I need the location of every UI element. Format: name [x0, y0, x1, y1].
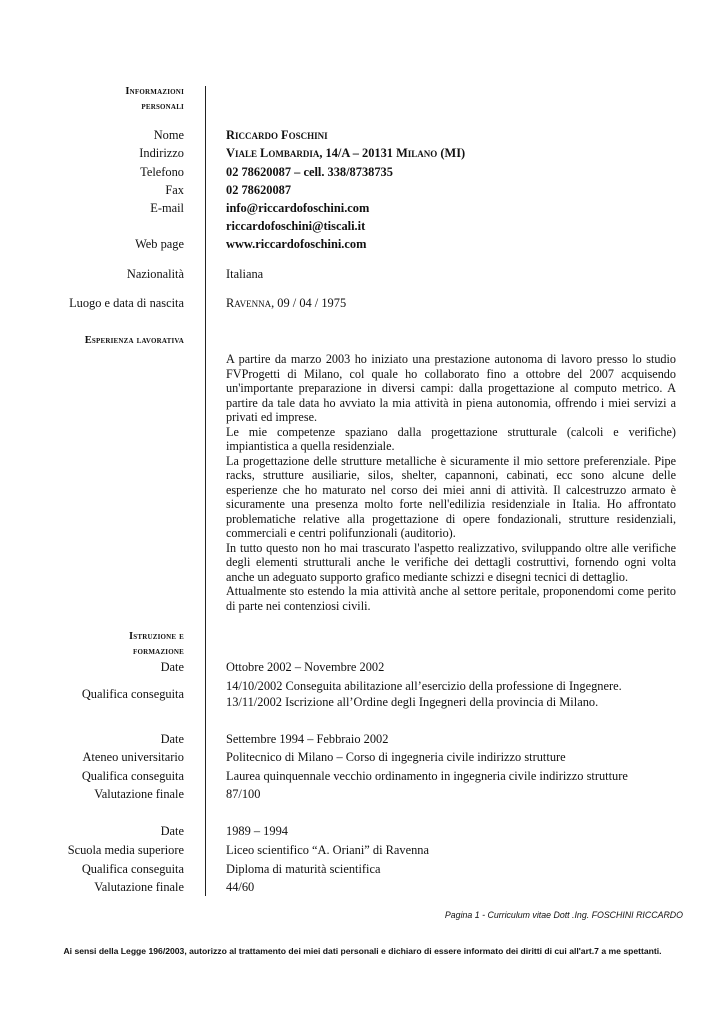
- page-footer-note: Pagina 1 - Curriculum vitae Dott .Ing. FOSCHINI RICCARDO: [444, 910, 683, 920]
- label-valutazione-3: Valutazione finale: [94, 880, 184, 894]
- label-date-3: Date: [160, 824, 184, 838]
- section-heading-experience: Esperienza lavorativa: [84, 335, 184, 346]
- value-email[interactable]: info@riccardofoschini.com: [226, 201, 370, 215]
- value-valutazione-2: 87/100: [226, 787, 261, 801]
- value-telefono: 02 78620087 – cell. 338/8738735: [226, 165, 393, 179]
- label-qualifica-3: Qualifica conseguita: [81, 862, 184, 876]
- value-email-secondary[interactable]: riccardofoschini@tiscali.it: [226, 219, 366, 233]
- label-qualifica-1: Qualifica conseguita: [81, 687, 184, 701]
- value-date-1: Ottobre 2002 – Novembre 2002: [226, 660, 385, 674]
- value-valutazione-3: 44/60: [226, 880, 255, 894]
- label-scuola: Scuola media superiore: [67, 843, 184, 857]
- section-heading-personal: Informazioni personali: [125, 86, 184, 112]
- privacy-consent-note: Ai sensi della Legge 196/2003, autorizzo al trattamento dei miei dati personali e dichiaro di essere informato dei diritti di cui all'art.7 a me spettanti.: [63, 946, 662, 956]
- label-fax: Fax: [165, 183, 184, 197]
- experience-body: [226, 352, 676, 613]
- value-ateneo: Politecnico di Milano – Corso di ingegneria civile indirizzo strutture: [226, 750, 566, 764]
- label-web-page: Web page: [135, 237, 184, 251]
- value-nazionalita: Italiana: [226, 267, 264, 281]
- value-fax: 02 78620087: [226, 183, 292, 197]
- label-date-2: Date: [160, 732, 184, 746]
- experience-paragraph: Attualmente sto estendo la mia attività anche al settore peritale, proponendomi come perito di parte nei contenziosi civili.: [226, 584, 676, 613]
- experience-paragraph: La progettazione delle strutture metalliche è sicuramente il mio settore preferenziale. Pipe racks, strutture ausiliarie, silos, shelter, capannoni, cabinati, ecc sono alcune delle esperienze che ho maturato nel corso dei miei anni di attività. Il calcestruzzo armato è sicuramente una presenza molto forte nell'edilizia residenziale in Italia. Ho affrontato problematiche relative alla progettazione di opere fondazionali, strutture residenziali, commerciali e centri polifunzionali (auditorio).: [226, 453, 676, 540]
- label-nome: Nome: [153, 128, 184, 142]
- label-indirizzo: Indirizzo: [139, 146, 184, 160]
- label-qualifica-2: Qualifica conseguita: [81, 769, 184, 783]
- value-qualifica-3: Diploma di maturità scientifica: [226, 862, 381, 876]
- value-date-2: Settembre 1994 – Febbraio 2002: [226, 732, 389, 746]
- label-nazionalita: Nazionalità: [126, 267, 184, 281]
- label-date-1: Date: [160, 660, 184, 674]
- value-qualifica-1b: 13/11/2002 Iscrizione all’Ordine degli Ingegneri della provincia di Milano.: [226, 695, 599, 709]
- label-valutazione-2: Valutazione finale: [94, 787, 184, 801]
- label-email: E-mail: [150, 201, 184, 215]
- label-ateneo: Ateneo universitario: [82, 750, 184, 764]
- value-scuola: Liceo scientifico “A. Oriani” di Ravenna: [226, 843, 429, 857]
- experience-paragraph: In tutto questo non ho mai trascurato l'aspetto realizzativo, sviluppando oltre alle verifiche degli elementi strutturali anche le verifiche dei dettagli costruttivi, fornendo ogni volta anche un adeguato supporto grafico mediante schizzi e disegni tecnici di dettaglio.: [226, 540, 676, 584]
- experience-paragraph: Le mie competenze spaziano dalla progettazione strutturale (calcoli e verifiche) impiantistica a quella residenziale.: [226, 424, 676, 453]
- experience-paragraph: A partire da marzo 2003 ho iniziato una prestazione autonoma di lavoro presso lo studio FVProgetti di Milano, col quale ho collaborato fino a ottobre del 2007 acquisendo un'importante preparazione in diversi campi: dalla progettazione al computo metrico. A partire da tale data ho avviato la mia attività in piena autonomia, offrendo i miei servizi a privati ed imprese.: [226, 352, 676, 424]
- value-indirizzo: Viale Lombardia, 14/A – 20131 Milano (MI): [226, 146, 466, 160]
- label-luogo-data-nascita: Luogo e data di nascita: [69, 296, 184, 310]
- section-heading-education: Istruzione e formazione: [128, 631, 184, 657]
- value-luogo-data-nascita: Ravenna, 09 / 04 / 1975: [226, 296, 347, 310]
- value-web-page[interactable]: www.riccardofoschini.com: [226, 237, 367, 251]
- value-qualifica-1a: 14/10/2002 Conseguita abilitazione all’esercizio della professione di Ingegnere.: [226, 679, 622, 693]
- value-date-3: 1989 – 1994: [226, 824, 288, 838]
- value-nome: Riccardo Foschini: [226, 128, 328, 142]
- value-qualifica-2: Laurea quinquennale vecchio ordinamento in ingegneria civile indirizzo strutture: [226, 769, 628, 783]
- column-divider: [205, 86, 206, 896]
- label-telefono: Telefono: [140, 165, 184, 179]
